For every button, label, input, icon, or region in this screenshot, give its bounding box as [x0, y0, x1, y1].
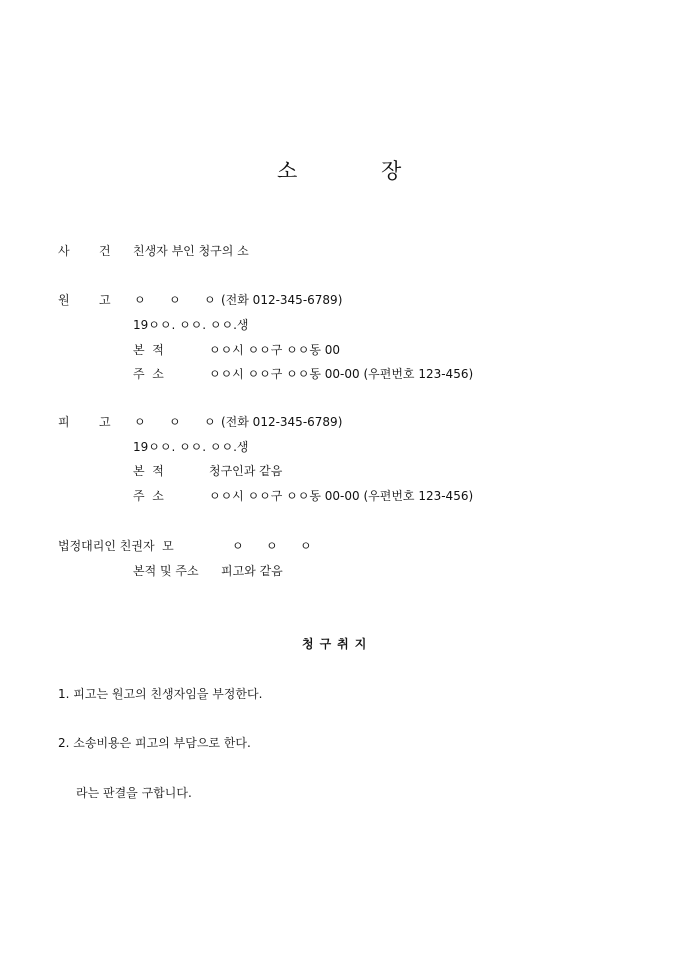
- defendant-domicile-value: 청구인과 같음: [209, 464, 283, 478]
- representative-detail-value: 피고와 같음: [221, 564, 283, 578]
- plaintiff-name-char-1: ㅇ: [134, 293, 146, 307]
- defendant-phone: (전화 012-345-6789): [221, 415, 343, 429]
- defendant-address-value: ㅇㅇ시 ㅇㅇ구 ㅇㅇ동 00-00 (우편번호 123-456): [209, 489, 474, 503]
- plaintiff-address-label: 주 소: [133, 367, 164, 381]
- claim-heading: 청구취지: [302, 637, 373, 651]
- defendant-birth: 19ㅇㅇ. ㅇㅇ. ㅇㅇ.생: [133, 440, 249, 454]
- representative-name-char-2: ㅇ: [266, 539, 278, 553]
- representative-label: 법정대리인 친권자 모: [58, 539, 174, 553]
- claim-closing: 라는 판결을 구합니다.: [76, 786, 192, 800]
- defendant-name-char-3: ㅇ: [204, 415, 216, 429]
- document-title-char-1: 소: [277, 159, 298, 183]
- plaintiff-birth: 19ㅇㅇ. ㅇㅇ. ㅇㅇ.생: [133, 318, 249, 332]
- plaintiff-domicile-value: ㅇㅇ시 ㅇㅇ구 ㅇㅇ동 00: [209, 343, 341, 357]
- defendant-name-char-1: ㅇ: [134, 415, 146, 429]
- representative-detail-label: 본적 및 주소: [133, 564, 199, 578]
- defendant-label-1: 피: [58, 415, 70, 429]
- document-title-char-2: 장: [381, 159, 402, 183]
- plaintiff-phone: (전화 012-345-6789): [221, 293, 343, 307]
- plaintiff-label-1: 원: [58, 293, 70, 307]
- claim-item-1: 1. 피고는 원고의 친생자임을 부정한다.: [58, 687, 263, 701]
- representative-name-char-3: ㅇ: [300, 539, 312, 553]
- plaintiff-label-2: 고: [99, 293, 111, 307]
- plaintiff-address-value: ㅇㅇ시 ㅇㅇ구 ㅇㅇ동 00-00 (우편번호 123-456): [209, 367, 474, 381]
- representative-name-char-1: ㅇ: [232, 539, 244, 553]
- plaintiff-name-char-3: ㅇ: [204, 293, 216, 307]
- defendant-label-2: 고: [99, 415, 111, 429]
- defendant-address-label: 주 소: [133, 489, 164, 503]
- defendant-domicile-label: 본 적: [133, 464, 164, 478]
- plaintiff-domicile-label: 본 적: [133, 343, 164, 357]
- case-label-1: 사: [58, 244, 70, 258]
- case-label-2: 건: [99, 244, 111, 258]
- defendant-name-char-2: ㅇ: [169, 415, 181, 429]
- plaintiff-name-char-2: ㅇ: [169, 293, 181, 307]
- claim-item-2: 2. 소송비용은 피고의 부담으로 한다.: [58, 736, 251, 750]
- case-value: 친생자 부인 청구의 소: [133, 244, 249, 258]
